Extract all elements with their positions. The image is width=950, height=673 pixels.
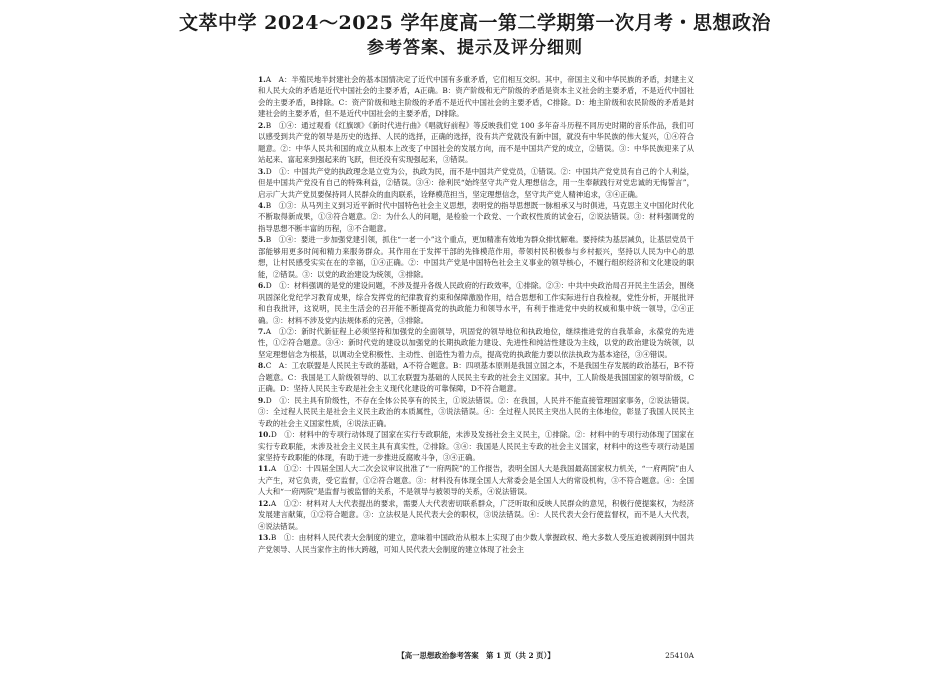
footer-code: 25410A [665,651,694,660]
answer-text: C A：工农联盟是人民民主专政的基础，A不符合题意。B：四项基本原则是我国立国之本，不是我国生存发展的政治基石，B不符合题意。C：我国是工人阶级领导的、以工农联盟为基础的人民民主专政的社会主义国家。其中，工人阶级是我国国家的领导阶级，C正确。D：坚持人民民主专政是社会主义现代化建设的可靠保障，D不符合题意。 [258,361,694,394]
question-number: 6. [258,281,266,291]
page-footer [258,650,694,662]
answer-item-5 [258,234,694,280]
question-number: 1. [258,75,266,84]
answer-item-1 [258,74,694,120]
document-title: 文萃中学 2024～2025 学年度高一第二学期第一次月考・思想政治 [179,12,771,34]
answer-item-10 [258,429,694,463]
answer-text: A ①②：材料对人大代表提出的要求，需要人大代表密切联系群众，广泛听取和反映人民群众的意见，积极行使提案权，为经济发展建言献策，①②符合题意。③：立法权是人民代表大会的职权，③说法错误。④：人民代表大会行使监督权，而不是人大代表，④说法错误。 [258,498,694,531]
answer-text: A A：半殖民地半封建社会的基本国情决定了近代中国有多重矛盾，它们相互交织。其中，帝国主义和中华民族的矛盾，封建主义和人民大众的矛盾是近代中国社会的主要矛盾，A正确。B：资产阶级和无产阶级的矛盾是资本主义社会的主要矛盾，不是近代中国社会的主要矛盾，B排除。C：资产阶级和地主阶级的矛盾不是近代中国社会的主要矛盾，C排除。D：地主阶级和农民阶级的矛盾是封建社会的主要矛盾，但不是近代中国社会的主要矛盾，D排除。 [258,75,694,119]
answer-text: B ①④：通过观看《红旗颂》《新时代进行曲》《唱就好前程》等反映我们党 100 多年奋斗历程不同历史时期的音乐作品，我们可以感受到共产党的领导是历史的选择、人民的选择，正确的选择，没有共产党就没有新中国，就没有中华民族的伟大复兴，①④符合题意。②：中华人民共和国的成立从根本上改变了中国社会的发展方向，而不是中国共产党的成立，②错误。③：中华民族迎来了从站起来、富起来到强起来的飞跃，但还没有实现强起来，③错误。 [258,120,694,165]
question-number: 11. [258,464,271,474]
answer-list [258,74,694,555]
question-number: 10. [258,430,271,440]
question-number: 2. [258,120,266,130]
question-number: 9. [258,395,266,405]
answer-item-8 [258,360,694,394]
question-number: 8. [258,361,266,371]
answer-text: B ①③：从马列主义到习近平新时代中国特色社会主义思想，表明党的指导思想既一脉相承又与时俱进，马克思主义中国化时代化不断取得新成果，①③符合题意。②：为什么人的问题，是检验一个政党、一个政权性质的试金石，②说法错误。③：材料强调党的指导思想不断丰富的历程，③不合题意。 [258,200,694,233]
answer-item-4 [258,200,694,234]
answer-item-3 [258,166,694,200]
answer-text: D ①：中国共产党的执政理念是立党为公，执政为民，而不是中国共产党党员，①错误。②：中国共产党党员有自己的个人利益，但是中国共产党没有自己的特殊利益，②错误。③④：徐利民“始终坚守共产党人理想信念，用一生奉献践行对党忠诚的无悔誓言”，启示广大共产党员要保持同人民群众的血肉联系，诠释模范担当，坚定理想信念，坚守共产党人精神追求，③④正确。 [258,166,694,199]
answer-text: A ①②：新时代新征程上必须坚持和加强党的全面领导，巩固党的领导地位和执政地位，继续推进党的自我革命，永葆党的先进性，①②符合题意。③④：新时代党的建设以加强党的长期执政能力建设、先进性和纯洁性建设为主线，以党的政治建设为统领，以坚定理想信念为根基，以调动全党积极性、主动性、创造性为着力点，提高党的执政能力要以依法执政为基本途径，③④错误。 [258,326,694,359]
question-number: 4. [258,200,266,210]
answer-item-2 [258,120,694,166]
question-number: 12. [258,498,271,508]
answer-item-11 [258,463,694,497]
footer-page-info: 【高一思想政治参考答案 第 1 页（共 2 页）】 [397,651,555,660]
answer-item-13 [258,532,694,555]
question-number: 7. [258,326,266,336]
answer-text: D ①：材料强调的是党的建设问题，不涉及提升各级人民政府的行政效率，①排除。②③：中共中央政治局召开民主生活会，围绕巩固深化党纪学习教育成果，综合发挥党的纪律教育约束和保障激励作用，结合思想和工作实际进行自我检视，党性分析，开展批评和自我批评，这说明，民主生活会的召开能不断提高党的执政能力和领导水平，有利于推进党中央的权威和集中统一领导，②④正确。③：材料不涉及党内法规体系的完善，③排除。 [258,281,694,325]
answer-item-6 [258,280,694,326]
question-number: 5. [258,235,266,245]
answer-text: B ①④：要进一步加强党建引领，抓住“一老一小”这个重点，更加精准有效地为群众排忧解难。要持续为基层减负，让基层党员干部能够用更多时间和精力来服务群众。其作用在于发挥干部的先锋模范作用，带领村民积极参与乡村振兴，坚持以人民为中心的思想，让村民感受实实在在的幸福，①④正确。②：中国共产党是中国特色社会主义事业的领导核心，不履行组织经济和文化建设的职能，②错误。③：以党的政治建设为统领，③排除。 [258,235,694,279]
answer-text: A ①②：十四届全国人大二次会议审议批准了“一府两院”的工作报告，表明全国人大是我国最高国家权力机关，“一府两院”由人大产生，对它负责，受它监督，①②符合题意。③：材料没有体现全国人大常委会是全国人大的常设机构，③不符合题意。④：全国人大和“一府两院”是监督与被监督的关系，不是领导与被领导的关系，④说法错误。 [258,464,694,497]
document-subtitle: 参考答案、提示及评分细则 [367,38,583,58]
answer-text: D ①：民主具有阶级性，不存在全体公民享有的民主，①说法错误。②：在我国，人民并不能直接管理国家事务，②说法错误。③：全过程人民民主是社会主义民主政治的本质属性，③说法错误。④：全过程人民民主突出人民的主体地位，彰显了我国人民民主专政的社会主义国家性质，④说法正确。 [258,395,694,428]
answer-text: B ①：由材料人民代表大会制度的建立，意味着中国政治从根本上实现了由少数人掌握政权、绝大多数人受压迫被剥削到中国共产党领导、人民当家作主的伟大跨越，可知人民代表大会制度的建立体现了社会主 [258,533,694,554]
answer-text: D ①：材料中的专项行动体现了国家在实行专政职能，未涉及发扬社会主义民主，①排除。②：材料中的专项行动体现了国家在实行专政职能，未涉及社会主义民主具有真实性，②排除。③④：我国是人民民主专政的社会主义国家，材料中的这些专项行动是国家坚持专政职能的体现，有助于进一步推进反腐败斗争，③④正确。 [258,430,694,462]
question-number: 3. [258,166,266,176]
answer-item-7 [258,326,694,360]
question-number: 13. [258,533,271,543]
answer-item-9 [258,395,694,429]
answer-item-12 [258,498,694,532]
